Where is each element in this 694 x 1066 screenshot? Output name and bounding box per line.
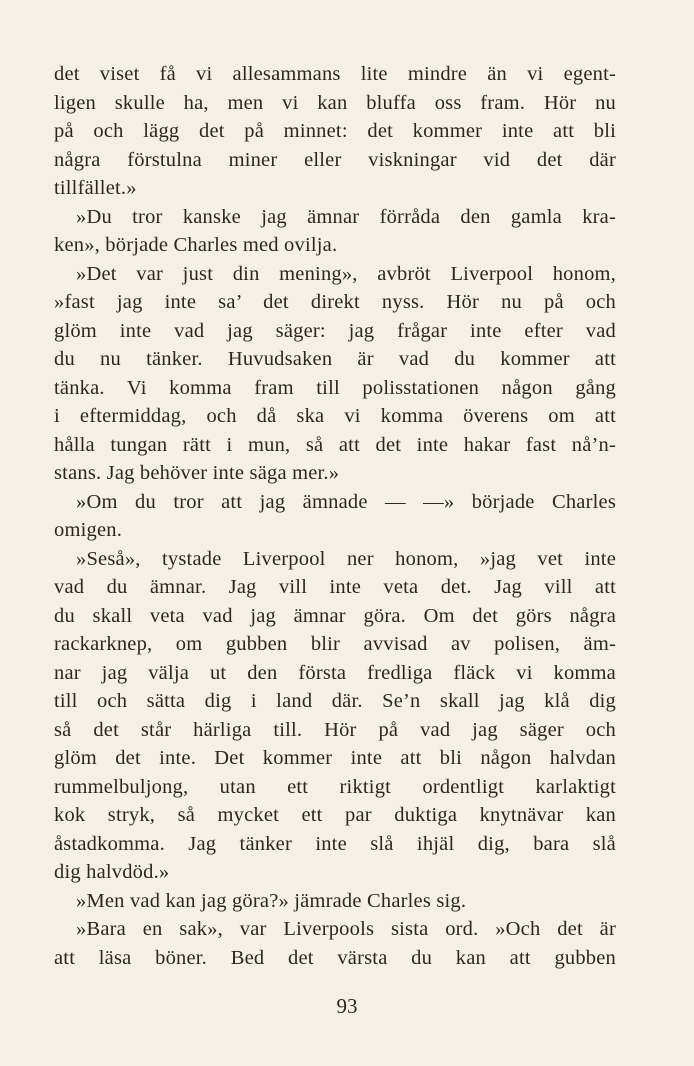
text-line: »fast jag inte sa’ det direkt nyss. Hör nu på och xyxy=(54,291,616,313)
text-line: vad du ämnar. Jag vill inte veta det. Jag vill att xyxy=(54,576,616,598)
text-line: glöm inte vad jag säger: jag frågar inte efter vad xyxy=(54,319,616,342)
text-line: ligen skulle ha, men vi kan bluffa oss fram. Hör nu xyxy=(54,91,616,114)
text-line: omigen. xyxy=(54,519,123,541)
text-line: »Om du tror att jag ämnade — —» började Charles xyxy=(76,490,616,513)
text-line: stans. Jag behöver inte säga mer.» xyxy=(54,462,340,484)
text-line: »Bara en sak», var Liverpools sista ord. »Och det är xyxy=(76,918,616,940)
text-line: kok stryk, så mycket ett par duktiga knytnävar kan xyxy=(54,804,616,826)
text-line: hålla tungan rätt i mun, så att det inte hakar fast nå’n- xyxy=(54,433,616,456)
text-line: »Du tror kanske jag ämnar förråda den gamla kra- xyxy=(76,205,616,228)
text-line: dig halvdöd.» xyxy=(54,861,170,883)
text-line: åstadkomma. Jag tänker inte slå ihjäl dig, bara slå xyxy=(54,832,616,855)
text-line: så det står härliga till. Hör på vad jag säger och xyxy=(54,718,616,741)
text-line: »Men vad kan jag göra?» jämrade Charles sig. xyxy=(76,889,467,912)
text-line: nar jag välja ut den första fredliga fläck vi komma xyxy=(54,661,616,684)
page-body xyxy=(54,60,616,972)
text-line: tillfället.» xyxy=(54,177,137,199)
text-line: du nu tänker. Huvudsaken är vad du kommer att xyxy=(54,348,616,370)
page-number: 93 xyxy=(336,994,358,1018)
text-line: rackarknep, om gubben blir avvisad av polisen, äm- xyxy=(54,633,616,655)
text-line: det viset få vi allesammans lite mindre än vi egent- xyxy=(54,63,616,85)
text-line: du skall veta vad jag ämnar göra. Om det görs några xyxy=(54,604,616,627)
text-line: att läsa böner. Bed det värsta du kan att gubben xyxy=(54,946,616,969)
text-line: tänka. Vi komma fram till polisstationen någon gång xyxy=(54,376,616,399)
text-line: några förstulna miner eller viskningar vid det där xyxy=(54,148,616,171)
text-line: rummelbuljong, utan ett riktigt ordentligt karlaktigt xyxy=(54,775,616,798)
text-line: »Seså», tystade Liverpool ner honom, »jag vet inte xyxy=(76,547,616,570)
text-line: på och lägg det på minnet: det kommer inte att bli xyxy=(54,120,616,142)
text-line: i eftermiddag, och då ska vi komma överens om att xyxy=(54,405,616,427)
text-line: glöm det inte. Det kommer inte att bli någon halvdan xyxy=(54,747,616,769)
text-line: ken», började Charles med ovilja. xyxy=(54,234,338,256)
text-line: till och sätta dig i land där. Se’n skall jag klå dig xyxy=(54,690,616,712)
text-line: »Det var just din mening», avbröt Liverpool honom, xyxy=(76,262,616,285)
